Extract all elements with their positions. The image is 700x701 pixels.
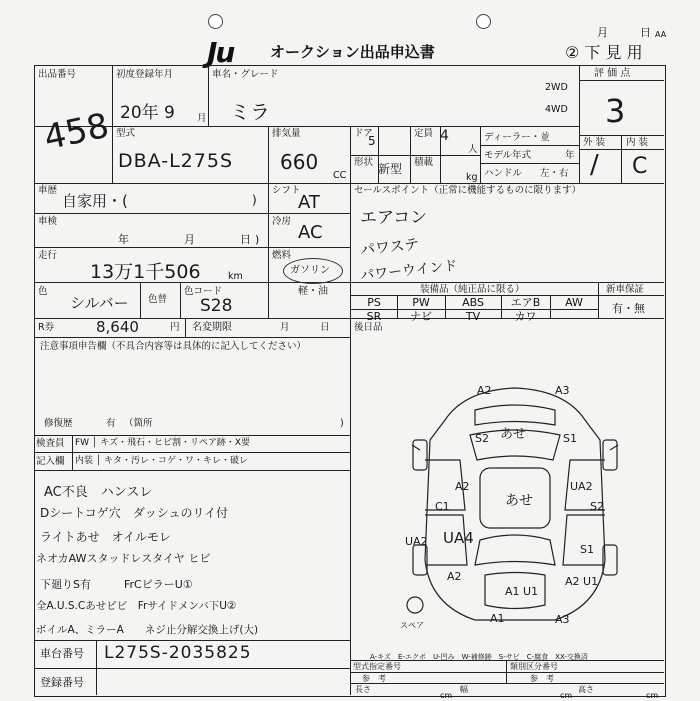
model-name-label: 車名・グレード: [212, 69, 279, 80]
inspection-year: 年: [118, 233, 129, 246]
interior-label: 内 装: [626, 137, 649, 148]
mileage-unit: km: [228, 271, 243, 282]
sales-point-line-2: パワステ: [359, 234, 421, 260]
displacement-label: 排気量: [272, 128, 301, 139]
equipment-tv: TV: [465, 310, 481, 323]
shift-value: AT: [298, 192, 320, 213]
capacity-label: 定員: [414, 128, 434, 139]
sales-point-label: セールスポイント（正常に機能するものに限ります）: [354, 185, 582, 196]
mark-a2-rear-left: A2: [447, 570, 462, 583]
footer-cm-1: cm: [440, 691, 453, 700]
footer-height: 高さ: [578, 685, 594, 694]
displacement-unit: CC: [333, 170, 347, 181]
mark-a3-front: A3: [555, 384, 570, 397]
mileage-value: 13万1千506: [90, 261, 201, 283]
color-change-label: 色替: [148, 294, 168, 305]
color-value: シルバー: [70, 294, 129, 312]
remark-line-6: 全A.U.S.Cあせピビ Frサイドメンバ下U②: [36, 600, 237, 612]
sales-point-line-1: エアコン: [360, 208, 428, 228]
remark-line-7: ボイルA、ミラーA ネジ止分解交換上げ(大): [36, 624, 259, 636]
model-code-label: 型式: [116, 128, 136, 139]
history-close: ): [252, 193, 257, 207]
mark-c1-left: C1: [435, 500, 450, 513]
lot-number-label: 出品番号: [38, 69, 77, 80]
equipment-airbag: エアB: [510, 296, 541, 309]
equipment-aw: AW: [565, 296, 583, 309]
equipment-ps: PS: [367, 296, 381, 309]
inspection-label: 車検: [38, 216, 58, 227]
mark-a2u1-rear-right: A2 U1: [565, 575, 599, 588]
handle-value: 左・右: [540, 168, 569, 179]
footer-class-label: 類別区分番号: [510, 662, 558, 671]
entry-label: 記入欄: [36, 456, 65, 467]
mark-ase-roof: あせ: [505, 493, 533, 509]
equipment-pw: PW: [412, 296, 430, 309]
mark-a1-bottom: A1: [490, 612, 505, 625]
score-value: 3: [605, 92, 626, 130]
ac-value: AC: [298, 222, 323, 243]
chassis-label: 車台番号: [40, 647, 84, 660]
fuel-circle: [283, 258, 343, 284]
drive-4wd: 4WD: [545, 104, 568, 115]
footer-length: 長さ: [355, 685, 371, 694]
inspection-month: 月: [184, 233, 195, 246]
color-code-label: 色コード: [184, 286, 223, 297]
mark-ua2-right: UA2: [570, 480, 593, 493]
footer-ref-1: 参 考: [362, 674, 386, 683]
auto-tax-day: 日: [320, 322, 330, 333]
fuel-diesel: 軽・油: [298, 286, 328, 297]
remark-line-3: ライトあせ オイルモレ: [40, 530, 172, 544]
remark-line-5: 下廻りS有 FrCピラーU①: [40, 578, 193, 591]
notice-label: 注意事項申告欄（不具合内容等は具体的に記入してください）: [40, 341, 307, 352]
equipment-label: 装備品（純正品に限る）: [420, 284, 525, 295]
warranty-value: 有・無: [612, 302, 645, 315]
exterior-value: /: [590, 150, 599, 180]
mark-s2-right: S2: [590, 500, 604, 513]
repair-close: ): [340, 418, 344, 429]
score-label: 評 価 点: [594, 68, 631, 79]
model-code-value: DBA-L275S: [118, 150, 234, 172]
remark-line-1: AC不良 ハンスレ: [44, 485, 153, 500]
shape-value: 新型: [378, 162, 403, 176]
form-title: オークション出品申込書: [270, 43, 435, 61]
history-value: 自家用・(: [62, 192, 128, 210]
dealer-label: ディーラー・並: [484, 132, 550, 143]
first-registration-label: 初度登録年月: [116, 69, 174, 80]
first-registration-month: 月: [197, 113, 207, 124]
color-label: 色: [38, 286, 48, 297]
rear-seat-label: 後日品: [354, 322, 383, 333]
equipment-navi: ナビ: [410, 310, 432, 323]
mark-ua2-left: UA2: [405, 535, 428, 548]
load-unit: kg: [466, 172, 478, 183]
color-code-value: S28: [200, 296, 233, 316]
mark-a2-door: A2: [455, 480, 470, 493]
equipment-leather: カワ: [514, 310, 537, 323]
inspection-close: ): [255, 233, 260, 246]
footer-cm-2: cm: [560, 691, 573, 700]
fuel-label: 燃料: [272, 250, 292, 261]
capacity-unit: 人: [468, 144, 478, 155]
history-label: 車歴: [38, 185, 58, 196]
header-day: 日: [640, 26, 651, 39]
model-year-suffix: 年: [565, 150, 575, 161]
model-year-label: モデル年式: [484, 150, 532, 161]
doors-label: ドア: [354, 128, 373, 139]
exterior-label: 外 装: [583, 137, 606, 148]
drive-2wd: 2WD: [545, 82, 568, 93]
auto-tax-label: 名変期限: [192, 322, 232, 333]
mileage-label: 走行: [38, 250, 58, 261]
load-label: 積載: [414, 157, 434, 168]
mark-ase-hood: あせ: [500, 427, 527, 442]
copy-label: ② 下 見 用: [565, 43, 643, 62]
punch-hole-left: [208, 14, 223, 29]
repair-value: 有: [106, 418, 116, 429]
inspector-label: 検査員: [36, 438, 65, 449]
doors-value: 5: [368, 134, 376, 148]
mark-s1-rear-right: S1: [580, 543, 594, 556]
shift-label: シフト: [272, 185, 301, 196]
repair-place: （箇所: [124, 418, 153, 429]
footer-type-label: 型式指定番号: [353, 662, 401, 671]
recycle-unit: 円: [170, 322, 180, 333]
fuel-gasoline: ガソリン: [290, 265, 330, 276]
car-damage-diagram: [405, 380, 625, 630]
recycle-label: R券: [38, 322, 55, 333]
repair-label: 修復歴: [44, 418, 73, 429]
registration-label: 登録番号: [40, 676, 84, 689]
punch-hole-right: [476, 14, 491, 29]
mark-a1u1-rear: A1 U1: [505, 585, 539, 598]
damage-legend: A-キズ E-エクボ U-凹み W-補修跡 S-サビ C-腐食 XX-交換済: [370, 653, 588, 661]
mark-s2-left: S2: [475, 432, 489, 445]
spare-label: スペア: [400, 621, 424, 630]
handle-label: ハンドル: [484, 168, 523, 179]
footer-cm-3: cm: [646, 691, 659, 700]
remark-line-4: ネオカAWスタッドレスタイヤ ヒビ: [36, 552, 211, 565]
recycle-value: 8,640: [96, 318, 139, 336]
mark-s1-right: S1: [563, 432, 577, 445]
inspector-fw-line: FW │ キズ・飛石・ヒビ割・リペア跡・X要: [75, 438, 251, 448]
remark-line-2: Dシートコゲ穴 ダッシュのリイ付: [40, 506, 229, 520]
header-month: 月: [597, 26, 608, 39]
inspection-day: 日: [240, 233, 251, 246]
chassis-value: L275S-2035825: [104, 643, 252, 663]
logo: Ju: [207, 36, 234, 69]
footer-width: 幅: [460, 685, 468, 694]
shape-label: 形状: [354, 157, 374, 168]
warranty-label: 新車保証: [606, 284, 645, 295]
mark-ua4-left: UA4: [443, 529, 474, 547]
interior-value: C: [632, 154, 648, 179]
auto-tax-month: 月: [280, 322, 290, 333]
mark-a3-bottom: A3: [555, 613, 570, 626]
first-registration-value: 20年 9: [120, 103, 175, 123]
lot-number-value: 458: [40, 105, 113, 159]
header-aa: AA: [655, 30, 667, 39]
equipment-abs: ABS: [462, 296, 484, 309]
capacity-value: 4: [440, 128, 449, 144]
footer-ref-2: 参 考: [530, 674, 554, 683]
model-name-value: ミラ: [230, 100, 270, 124]
mark-a2-front: A2: [477, 384, 492, 397]
sales-point-line-3: パワーウインド: [359, 257, 459, 285]
equipment-sr: SR: [366, 310, 382, 323]
inspector-interior-line: 内装 │ キタ・汚レ・コゲ・ワ・キレ・破レ: [75, 456, 248, 466]
ac-label: 冷房: [272, 216, 292, 227]
displacement-value: 660: [280, 150, 319, 174]
